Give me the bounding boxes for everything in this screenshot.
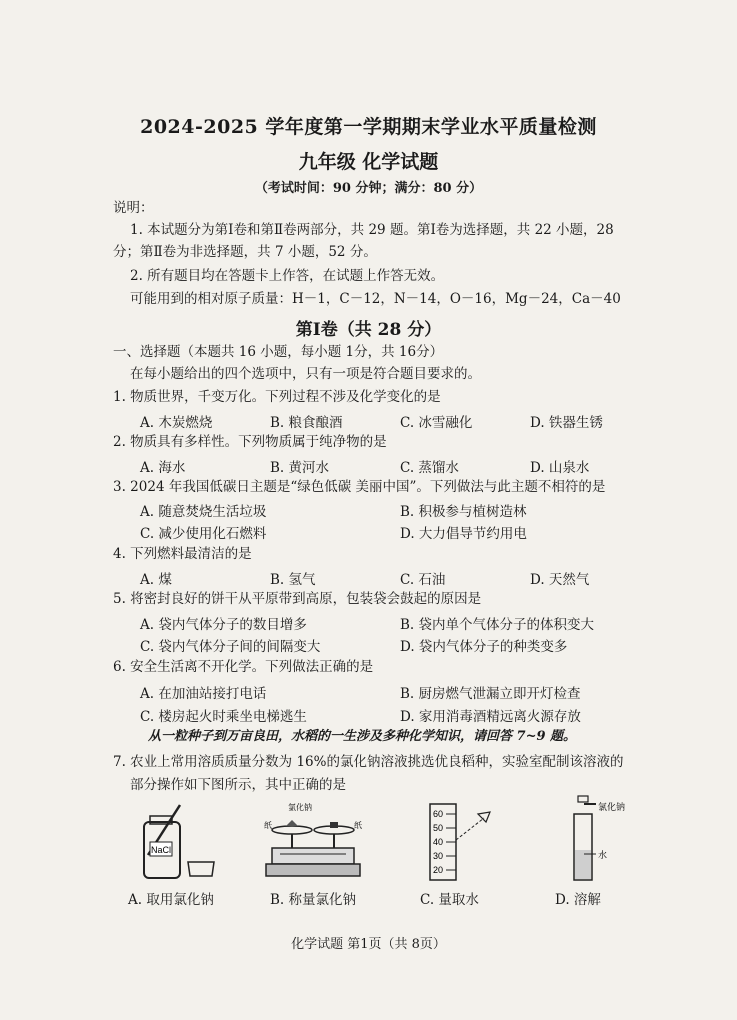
- question-7-stem-line2: 部分操作如下图所示，其中正确的是: [130, 777, 346, 793]
- question-1-option-b: B. 粮食酿酒: [270, 415, 343, 431]
- question-5-option-b: B. 袋内单个气体分子的体积变大: [400, 617, 595, 633]
- part-heading: 一、选择题（本题共 16 小题，每小题 1分，共 16分）: [113, 344, 444, 360]
- question-4-option-c: C. 石油: [400, 572, 446, 588]
- figure-b-label: B. 称量氯化钠: [270, 892, 357, 908]
- question-1-option-a: A. 木炭燃烧: [140, 415, 213, 431]
- figure-a-bottle: [128, 800, 228, 882]
- cylinder-tick-30: 30: [433, 851, 444, 861]
- question-5-stem: 5. 将密封良好的饼干从平原带到高原，包装袋会鼓起的原因是: [113, 591, 482, 607]
- question-4-option-d: D. 天然气: [530, 572, 590, 588]
- question-7-stem-line1: 7. 农业上常用溶质质量分数为 16%的氯化钠溶液挑选优良稻种，实验室配制该溶液的: [113, 754, 624, 770]
- question-4-stem: 4. 下列燃料最清洁的是: [113, 546, 252, 562]
- balance-right-label: 纸: [354, 821, 362, 830]
- question-3-option-c: C. 减少使用化石燃料: [140, 526, 267, 542]
- question-2-stem: 2. 物质具有多样性。下列物质属于纯净物的是: [113, 434, 387, 450]
- question-3-stem: 3. 2024 年我国低碳日主题是“绿色低碳 美丽中国”。下列做法与此主题不相符的是: [113, 479, 606, 495]
- question-6-option-c: C. 楼房起火时乘坐电梯逃生: [140, 709, 307, 725]
- figure-c-cylinder: [420, 800, 500, 882]
- question-3-option-a: A. 随意焚烧生活垃圾: [140, 504, 267, 520]
- question-6-option-a: A. 在加油站接打电话: [140, 686, 267, 702]
- question-5-option-a: A. 袋内气体分子的数目增多: [140, 617, 307, 633]
- exam-subtitle: 九年级 化学试题: [298, 151, 439, 173]
- question-5-option-d: D. 袋内气体分子的种类变多: [400, 639, 568, 655]
- exam-title: 2024-2025 学年度第一学期期末学业水平质量检测: [140, 116, 597, 138]
- notes-item2: 2. 所有题目均在答题卡上作答，在试题上作答无效。: [130, 268, 445, 284]
- figure-c-label: C. 量取水: [420, 892, 479, 908]
- question-4-option-b: B. 氢气: [270, 572, 316, 588]
- atomic-masses: 可能用到的相对原子质量：H－1，C－12，N－14，O－16，Mg－24，Ca－40: [130, 291, 621, 307]
- question-2-option-c: C. 蒸馏水: [400, 460, 459, 476]
- question-4-option-a: A. 煤: [140, 572, 172, 588]
- balance-left-label: 纸: [264, 821, 272, 830]
- part-instruction: 在每小题给出的四个选项中，只有一项是符合题目要求的。: [130, 366, 481, 382]
- question-6-option-d: D. 家用消毒酒精远离火源存放: [400, 709, 581, 725]
- cylinder-tick-40: 40: [433, 837, 444, 847]
- question-2-option-d: D. 山泉水: [530, 460, 590, 476]
- spatula-icon: [578, 796, 588, 802]
- question-3-option-d: D. 大力倡导节约用电: [400, 526, 527, 542]
- figure-a-label: A. 取用氯化钠: [128, 892, 214, 908]
- exam-meta: （考试时间：90 分钟；满分：80 分）: [254, 181, 483, 196]
- bottle-label: NaCl: [150, 845, 172, 855]
- dissolve-salt-label: 氯化钠: [598, 803, 626, 813]
- question-6-option-b: B. 厨房燃气泄漏立即开灯检查: [400, 686, 581, 702]
- question-1-option-d: D. 铁器生锈: [530, 415, 603, 431]
- page-footer: 化学试题 第1页（共 8页）: [291, 937, 446, 952]
- cylinder-tick-50: 50: [433, 823, 444, 833]
- eye-icon: [478, 812, 490, 822]
- figure-d-label: D. 溶解: [555, 892, 601, 908]
- cylinder-tick-20: 20: [433, 865, 444, 875]
- section-title: 第Ⅰ卷（共 28 分）: [295, 320, 442, 340]
- question-1-stem: 1. 物质世界，千变万化。下列过程不涉及化学变化的是: [113, 389, 441, 405]
- notes-heading: 说明：: [113, 200, 154, 216]
- notes-item1-line2: 分；第Ⅱ卷为非选择题，共 7 小题，52 分。: [113, 244, 377, 260]
- figure-b-balance: [258, 800, 368, 882]
- dissolve-water-label: 水: [598, 851, 608, 861]
- question-6-stem: 6. 安全生活离不开化学。下列做法正确的是: [113, 659, 374, 675]
- balance-top-label: 氯化钠: [288, 803, 312, 812]
- passage-intro: 从一粒种子到万亩良田，水稻的一生涉及多种化学知识，请回答 7~9 题。: [148, 729, 577, 744]
- question-3-option-b: B. 积极参与植树造林: [400, 504, 527, 520]
- question-2-option-a: A. 海水: [140, 460, 186, 476]
- question-1-option-c: C. 冰雪融化: [400, 415, 473, 431]
- question-2-option-b: B. 黄河水: [270, 460, 330, 476]
- notes-item1-line1: 1. 本试题分为第Ⅰ卷和第Ⅱ卷两部分，共 29 题。第Ⅰ卷为选择题，共 22 小题，28: [130, 222, 614, 238]
- cylinder-tick-60: 60: [433, 809, 444, 819]
- figure-d-dissolve: [560, 792, 640, 884]
- question-5-option-c: C. 袋内气体分子间的间隔变大: [140, 639, 321, 655]
